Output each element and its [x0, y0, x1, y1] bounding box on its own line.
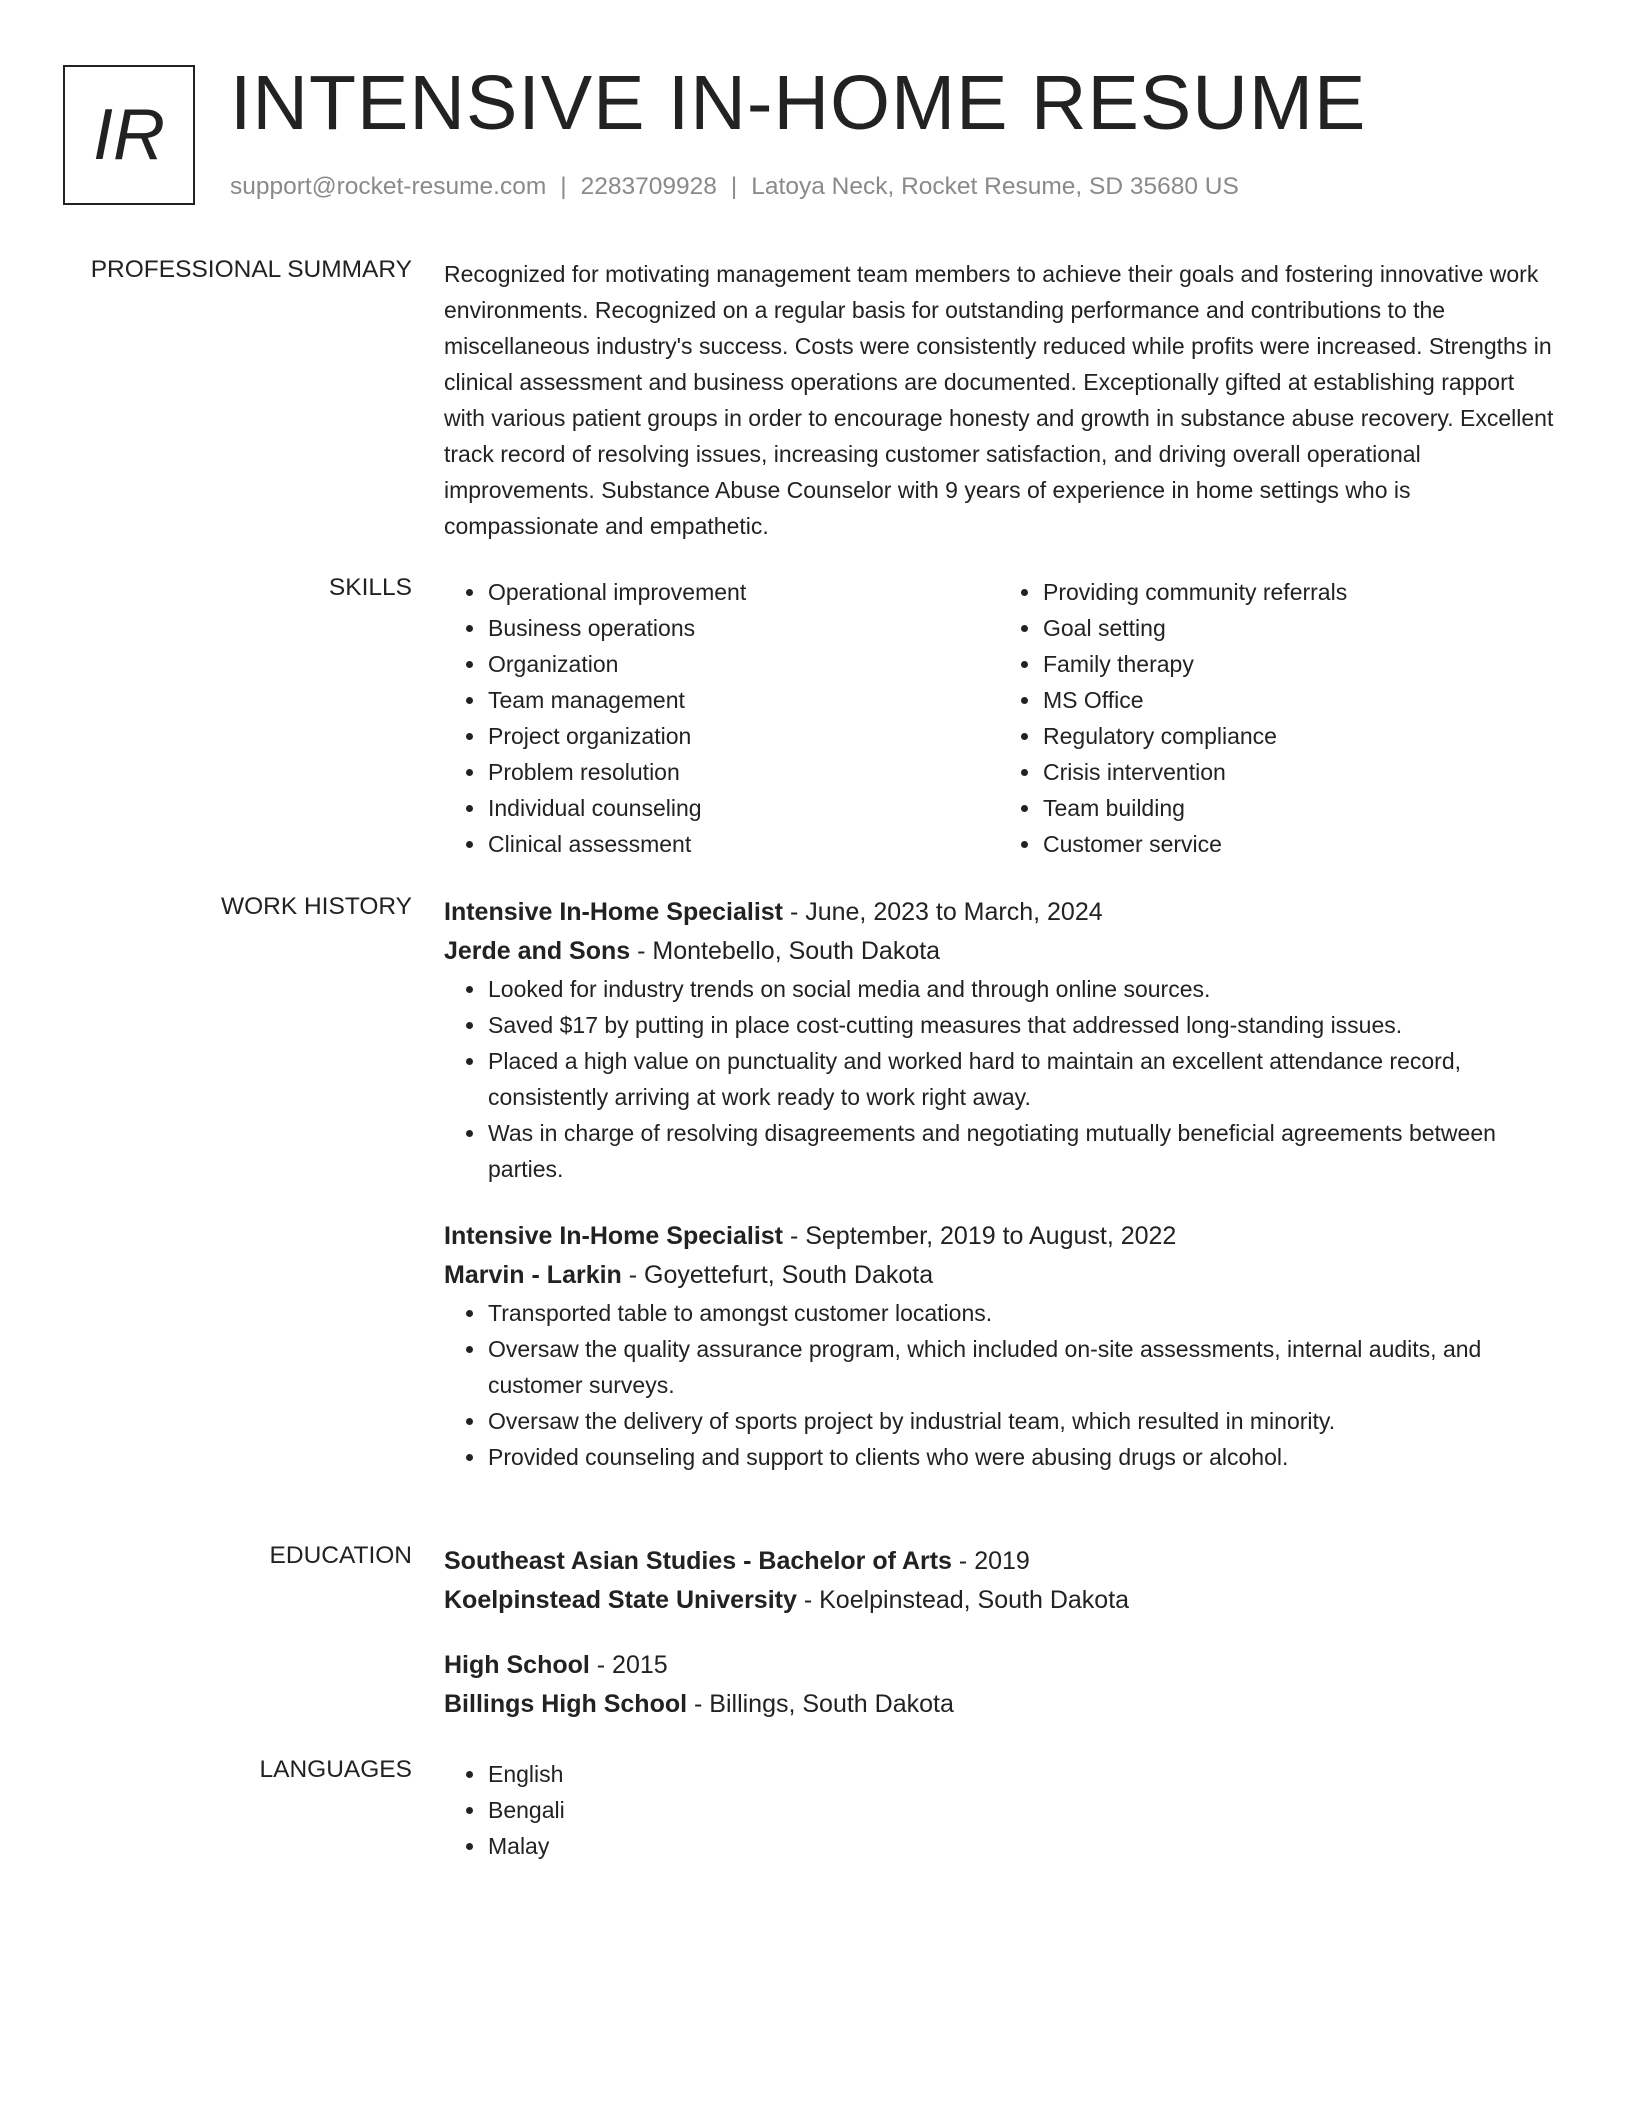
language-item: • English: [487, 1756, 1554, 1792]
job-company-line: Marvin - Larkin - Goyettefurt, South Dakota: [444, 1261, 934, 1289]
education-location: Koelpinstead, South Dakota: [819, 1586, 1130, 1614]
education-school: Koelpinstead State University: [444, 1586, 797, 1614]
skills-content: [444, 574, 1554, 862]
skill-item: • Team management: [487, 682, 999, 718]
skill-item: • Clinical assessment: [487, 826, 999, 862]
languages-content: [444, 1756, 1554, 1864]
contact-line: [230, 173, 1239, 201]
skill-item: • Business operations: [487, 610, 999, 646]
languages-list: [444, 1756, 1554, 1864]
skill-item: • Individual counseling: [487, 790, 999, 826]
skill-item: • MS Office: [1042, 682, 1554, 718]
skill-item: • Team building: [1042, 790, 1554, 826]
skill-item: • Family therapy: [1042, 646, 1554, 682]
job-title-line: Intensive In-Home Specialist - September, 2019 to August, 2022: [444, 1222, 1177, 1250]
language-item: • Bengali: [487, 1792, 1554, 1828]
education-content: [444, 1542, 1554, 1724]
education-year: 2019: [974, 1547, 1030, 1575]
job-company: Marvin - Larkin: [444, 1261, 622, 1289]
section-label-summary: PROFESSIONAL SUMMARY: [90, 256, 412, 283]
job-bullet: • Placed a high value on punctuality and worked hard to maintain an excellent attendance record, consistently arriving at work ready to work right away.: [487, 1043, 1554, 1115]
section-label-work: WORK HISTORY: [220, 893, 412, 920]
skill-item: • Providing community referrals: [1042, 574, 1554, 610]
education-year: 2015: [612, 1651, 668, 1679]
job-location: Montebello, South Dakota: [652, 937, 941, 965]
summary-text: Recognized for motivating management team members to achieve their goals and fostering innovative work environments. Recognized on a regular basis for outstanding performance and contributions to the miscellaneous industry's success. Costs were consistently reduced while profits were increased. Strengths in clinical assessment and business operations are documented. Exceptionally gifted at establishing rapport with various patient groups in order to encourage honesty and growth in substance abuse recovery. Excellent track record of resolving issues, increasing customer satisfaction, and driving overall operational improvements. Substance Abuse Counselor with 9 years of experience in home settings who is compassionate and empathetic.: [444, 261, 1554, 539]
resume-header: [63, 60, 1563, 215]
job-bullet: • Was in charge of resolving disagreements and negotiating mutually beneficial agreements between parties.: [487, 1115, 1554, 1187]
skill-item: • Customer service: [1042, 826, 1554, 862]
job-bullet: • Oversaw the delivery of sports project by industrial team, which resulted in minority.: [487, 1403, 1554, 1439]
education-degree: High School: [444, 1651, 590, 1679]
section-label-education: EDUCATION: [269, 1542, 412, 1569]
job-bullet: • Provided counseling and support to clients who were abusing drugs or alcohol.: [487, 1439, 1554, 1475]
skill-item: • Crisis intervention: [1042, 754, 1554, 790]
job-bullet: • Saved $17 by putting in place cost-cutting measures that addressed long-standing issues.: [487, 1007, 1554, 1043]
job-location: Goyettefurt, South Dakota: [644, 1261, 934, 1289]
monogram-box: IR: [63, 65, 195, 205]
skill-item: • Problem resolution: [487, 754, 999, 790]
skill-item: • Project organization: [487, 718, 999, 754]
education-location: Billings, South Dakota: [709, 1690, 954, 1718]
job-bullet: • Transported table to amongst customer locations.: [487, 1295, 1554, 1331]
education-school: Billings High School: [444, 1690, 688, 1718]
education-entry: [444, 1646, 1554, 1724]
skills-list-right: [999, 574, 1554, 862]
contact-separator: |: [560, 173, 567, 200]
resume-title: INTENSIVE IN-HOME RESUME: [230, 60, 1367, 146]
job-entry: [444, 1217, 1554, 1475]
language-item: • Malay: [487, 1828, 1554, 1864]
job-dates: June, 2023 to March, 2024: [805, 898, 1103, 926]
job-dates: September, 2019 to August, 2022: [805, 1222, 1177, 1250]
contact-email[interactable]: support@rocket-resume.com: [230, 173, 547, 200]
section-label-languages: LANGUAGES: [259, 1756, 412, 1783]
job-bullet: • Looked for industry trends on social media and through online sources.: [487, 971, 1554, 1007]
summary-content: [444, 256, 1554, 544]
education-entry: [444, 1542, 1554, 1620]
job-bullet: • Oversaw the quality assurance program, which included on-site assessments, internal audits, and customer surveys.: [487, 1331, 1554, 1403]
education-degree: Southeast Asian Studies - Bachelor of Arts: [444, 1547, 952, 1575]
education-school-line: Koelpinstead State University - Koelpinstead, South Dakota: [444, 1586, 1130, 1614]
education-degree-line: Southeast Asian Studies - Bachelor of Arts - 2019: [444, 1547, 1030, 1575]
job-company-line: Jerde and Sons - Montebello, South Dakota: [444, 937, 941, 965]
job-title: Intensive In-Home Specialist: [444, 898, 783, 926]
skills-grid: [444, 574, 1554, 862]
job-company: Jerde and Sons: [444, 937, 631, 965]
job-entry: [444, 893, 1554, 1187]
job-title: Intensive In-Home Specialist: [444, 1222, 783, 1250]
skill-item: • Operational improvement: [487, 574, 999, 610]
contact-phone[interactable]: 2283709928: [580, 173, 717, 200]
job-title-line: Intensive In-Home Specialist - June, 2023 to March, 2024: [444, 898, 1103, 926]
education-degree-line: High School - 2015: [444, 1651, 668, 1679]
skill-item: • Organization: [487, 646, 999, 682]
job-bullets: [444, 1295, 1554, 1475]
contact-address: Latoya Neck, Rocket Resume, SD 35680 US: [751, 173, 1239, 200]
job-bullets: [444, 971, 1554, 1187]
education-school-line: Billings High School - Billings, South Dakota: [444, 1690, 954, 1718]
section-label-skills: SKILLS: [328, 574, 412, 601]
work-content: [444, 893, 1554, 1475]
skill-item: • Goal setting: [1042, 610, 1554, 646]
skill-item: • Regulatory compliance: [1042, 718, 1554, 754]
skills-list-left: [444, 574, 999, 862]
contact-separator: |: [730, 173, 738, 200]
